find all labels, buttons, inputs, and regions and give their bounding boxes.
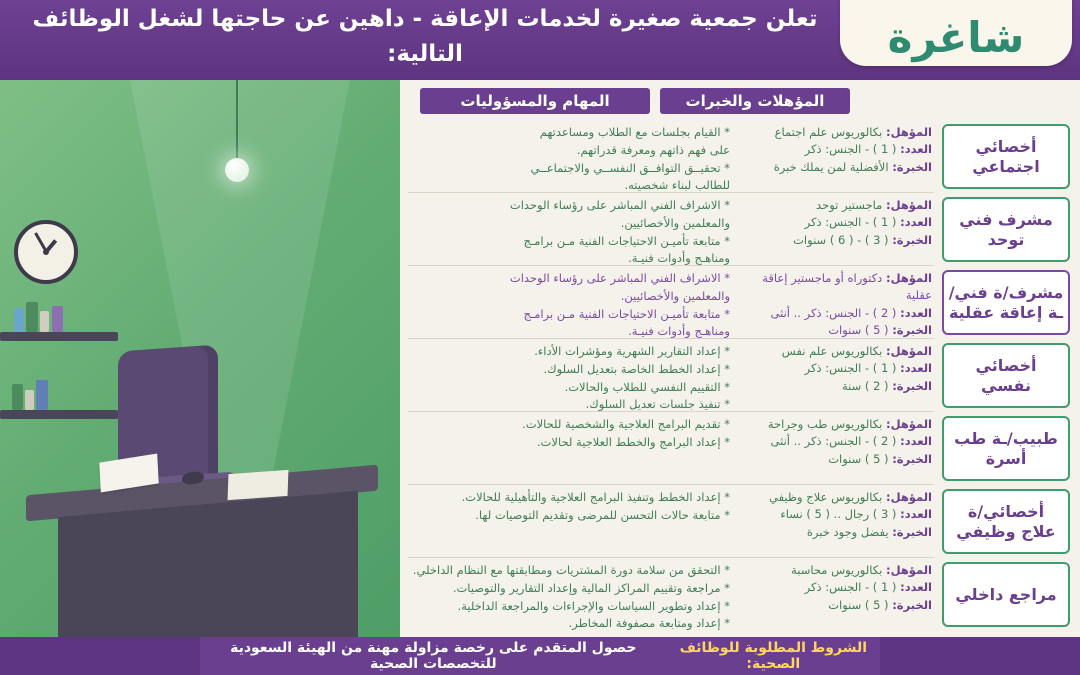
qualification-label: المؤهل: xyxy=(885,271,932,285)
qualification-value: ( 5 ) سنوات xyxy=(828,322,893,337)
lamp-bulb-icon xyxy=(225,158,249,182)
vacancy-badge xyxy=(840,0,1072,66)
qualification-label: المؤهل: xyxy=(885,563,932,577)
task-line: * إعداد الخطط وتنفيذ البرامج العلاجية والتأهيلية للحالات. xyxy=(461,490,730,504)
qualification-label: الخبرة: xyxy=(892,322,932,337)
qualification-label: الخبرة: xyxy=(892,378,932,393)
qualifications-cell xyxy=(736,487,936,556)
book-icon xyxy=(36,380,48,410)
footer-bar xyxy=(0,637,1080,675)
qualification-line xyxy=(738,451,932,468)
tasks-cell xyxy=(406,268,736,337)
qualification-value: ( 5 ) سنوات xyxy=(828,451,893,466)
task-line: * التقييم النفسي للطلاب والحالات. xyxy=(564,379,730,394)
qualification-line xyxy=(738,214,932,231)
qualification-line xyxy=(738,579,932,596)
clock-center-pin xyxy=(43,249,49,255)
table-row xyxy=(406,339,1074,412)
book-icon xyxy=(26,302,38,332)
qualification-line xyxy=(738,378,932,395)
qualification-label: الخبرة: xyxy=(892,597,932,612)
desk-front xyxy=(58,491,358,640)
tasks-cell xyxy=(406,414,736,483)
qualification-label: المؤهل: xyxy=(885,490,932,504)
qualifications-cell xyxy=(736,341,936,410)
task-line: * مراجعة وتقييم المراكز المالية وإعداد التقارير والتوصيات. xyxy=(452,580,730,595)
task-line: * تنفيذ جلسات تعديل السلوك. xyxy=(585,397,730,412)
qualifications-cell xyxy=(736,195,936,264)
qualification-value: ماجستير توحد xyxy=(816,198,886,212)
qualification-line xyxy=(738,159,932,176)
qualification-label: الخبرة: xyxy=(892,524,932,539)
task-line: للطالب لبناء شخصيته. xyxy=(624,178,730,193)
qualification-value: بكالوريوس علاج وظيفي xyxy=(769,490,886,504)
qualification-value: ( 1 ) - الجنس: ذكر xyxy=(804,142,901,157)
qualification-value: ( 2 ) سنة xyxy=(841,378,893,393)
qualification-value: ( 3 ) رجال .. ( 5 ) نساء xyxy=(780,507,901,522)
task-line: ومناهـج وأدوات فنيـة. xyxy=(628,251,730,266)
task-line: * الاشراف الفني المباشر على رؤساء الوحدات xyxy=(509,271,730,285)
qualification-label: المؤهل: xyxy=(885,198,932,212)
tasks-cell xyxy=(406,195,736,264)
lamp-cord xyxy=(236,80,238,160)
footer-strip-right xyxy=(880,637,1080,675)
job-title-cell: مشرف/ة فني/ـة إعاقة عقلية xyxy=(942,270,1070,335)
table-row xyxy=(406,558,1074,631)
task-line: * القيام بجلسات مع الطلاب ومساعدتهم xyxy=(539,125,730,139)
qualification-line xyxy=(738,597,932,614)
qualification-value: ( 1 ) - الجنس: ذكر xyxy=(804,215,901,230)
qualification-value: ( 2 ) - الجنس: ذكر .. أنثى xyxy=(770,434,901,449)
qualification-label: العدد: xyxy=(900,215,932,230)
job-title-cell: طبيب/ـة طب أسرة xyxy=(942,416,1070,481)
wall-clock-icon xyxy=(14,220,78,284)
table-row xyxy=(406,266,1074,339)
qualification-line xyxy=(738,524,932,541)
tasks-cell xyxy=(406,560,736,629)
qualification-line xyxy=(738,562,932,579)
qualification-line xyxy=(738,322,932,339)
footer-strip-left xyxy=(0,637,200,675)
task-line: على فهم ذاتهم ومعرفة قدراتهم. xyxy=(576,142,730,157)
qualification-line xyxy=(738,124,932,141)
qualification-label: العدد: xyxy=(900,361,932,376)
task-line: * الاشراف الفني المباشر على رؤساء الوحدات xyxy=(509,198,730,212)
office-illustration xyxy=(0,80,400,640)
task-line: والمعلمين والأخصائيين. xyxy=(620,215,730,230)
qualification-line xyxy=(738,197,932,214)
task-line: والمعلمين والأخصائيين. xyxy=(620,288,730,303)
table-column-headers xyxy=(410,88,1070,116)
bookshelf-lower xyxy=(0,410,118,419)
qualification-value: بكالوريوس علم اجتماع xyxy=(774,125,886,139)
bookshelf-upper xyxy=(0,332,118,341)
column-header-tasks: المهام والمسؤوليات xyxy=(420,88,650,114)
job-title-cell: أخصائي/ة علاج وظيفي xyxy=(942,489,1070,554)
job-title-cell: مراجع داخلي xyxy=(942,562,1070,627)
qualification-label: المؤهل: xyxy=(885,417,932,431)
qualification-line xyxy=(738,506,932,523)
table-row xyxy=(406,193,1074,266)
task-line: * متابعة حالات التحسن للمرضى وتقديم التوصيات لها. xyxy=(475,507,730,522)
table-row xyxy=(406,485,1074,558)
qualification-label: الخبرة: xyxy=(892,451,932,466)
vacancy-badge-label: شاغرة xyxy=(887,13,1025,62)
qualification-line xyxy=(738,416,932,433)
qualification-value: الأفضلية لمن يملك خبرة xyxy=(773,159,893,174)
qualification-value: ( 5 ) سنوات xyxy=(828,597,893,612)
qualification-value: بكالوريوس محاسبة xyxy=(791,563,886,577)
book-icon xyxy=(25,390,34,410)
footer-text: حصول المتقدم على رخصة مزاولة مهنة من الهيئة السعودية للتخصصات الصحية xyxy=(230,640,637,672)
task-line: * تحقيــق التوافــق النفســي والاجتماعــي xyxy=(530,160,730,175)
footer-note xyxy=(200,641,880,671)
task-line: * متابعة تأميـن الاحتياجات الفنية مـن برامـج xyxy=(523,306,730,321)
qualification-line xyxy=(738,305,932,322)
header-bar xyxy=(0,0,1080,80)
qualification-label: العدد: xyxy=(900,580,932,595)
qualification-value: ( 2 ) - الجنس: ذكر .. أنثى xyxy=(770,305,901,320)
qualification-line xyxy=(738,360,932,377)
qualification-label: العدد: xyxy=(900,305,932,320)
qualification-value: ( 3 ) - ( 6 ) سنوات xyxy=(793,232,893,247)
qualifications-cell xyxy=(736,560,936,629)
qualification-label: الخبرة: xyxy=(892,232,932,247)
table-rows xyxy=(406,120,1074,636)
book-icon xyxy=(52,306,63,332)
qualification-line xyxy=(738,141,932,158)
task-line: * إعداد ومتابعة مصفوفة المخاطر. xyxy=(568,616,730,631)
qualification-value: بكالوريوس علم نفس xyxy=(781,344,886,358)
paper-sheet-icon xyxy=(228,470,289,500)
task-line: ومناهـج وأدوات فنيـة. xyxy=(628,324,730,339)
qualifications-cell xyxy=(736,268,936,337)
qualification-label: الخبرة: xyxy=(892,159,932,174)
job-title-cell: أخصائي نفسي xyxy=(942,343,1070,408)
table-row xyxy=(406,412,1074,485)
column-header-qualifications: المؤهلات والخبرات xyxy=(660,88,850,114)
qualification-value: ( 1 ) - الجنس: ذكر xyxy=(804,580,901,595)
job-title-cell: مشرف فني توحد xyxy=(942,197,1070,262)
task-line: * التحقق من سلامة دورة المشتريات ومطابقتها مع النظام الداخلي. xyxy=(412,563,730,577)
task-line: * إعداد الخطط الخاصة بتعديل السلوك. xyxy=(543,361,730,376)
task-line: * تقديم البرامج العلاجية والشخصية للحالات. xyxy=(522,417,730,431)
task-line: * إعداد البرامج والخطط العلاجية لحالات. xyxy=(536,434,730,449)
qualifications-cell xyxy=(736,414,936,483)
jobs-table xyxy=(400,80,1080,640)
qualification-line xyxy=(738,489,932,506)
book-icon xyxy=(40,311,49,332)
table-row xyxy=(406,120,1074,193)
task-line: * إعداد وتطوير السياسات والإجراءات والمراجعة الداخلية. xyxy=(457,598,730,613)
qualification-line xyxy=(738,433,932,450)
tasks-cell xyxy=(406,122,736,191)
footer-highlight: الشروط المطلوبة للوظائف الصحية: xyxy=(679,640,868,672)
qualification-label: العدد: xyxy=(900,507,932,522)
job-title-cell: أخصائي اجتماعي xyxy=(942,124,1070,189)
tasks-cell xyxy=(406,487,736,556)
qualification-line xyxy=(738,270,932,305)
qualification-label: العدد: xyxy=(900,434,932,449)
qualification-label: المؤهل: xyxy=(885,344,932,358)
book-icon xyxy=(12,384,23,410)
qualification-value: يفضل وجود خبرة xyxy=(806,524,893,539)
task-line: * إعداد التقارير الشهرية ومؤشرات الأداء. xyxy=(534,344,730,358)
qualification-line xyxy=(738,343,932,360)
qualification-value: بكالوريوس طب وجراحة xyxy=(767,417,886,431)
task-line: * متابعة تأميـن الاحتياجات الفنية مـن برامـج xyxy=(523,233,730,248)
qualifications-cell xyxy=(736,122,936,191)
qualification-label: العدد: xyxy=(900,142,932,157)
qualification-value: ( 1 ) - الجنس: ذكر xyxy=(804,361,901,376)
qualification-value: دكتوراه أو ماجستير إعاقة عقلية xyxy=(762,271,932,303)
qualification-line xyxy=(738,232,932,249)
page-title: تعلن جمعية صغيرة لخدمات الإعاقة - داهين عن حاجتها لشغل الوظائف التالية: xyxy=(32,6,818,67)
tasks-cell xyxy=(406,341,736,410)
qualification-label: المؤهل: xyxy=(885,125,932,139)
book-icon xyxy=(14,308,24,332)
